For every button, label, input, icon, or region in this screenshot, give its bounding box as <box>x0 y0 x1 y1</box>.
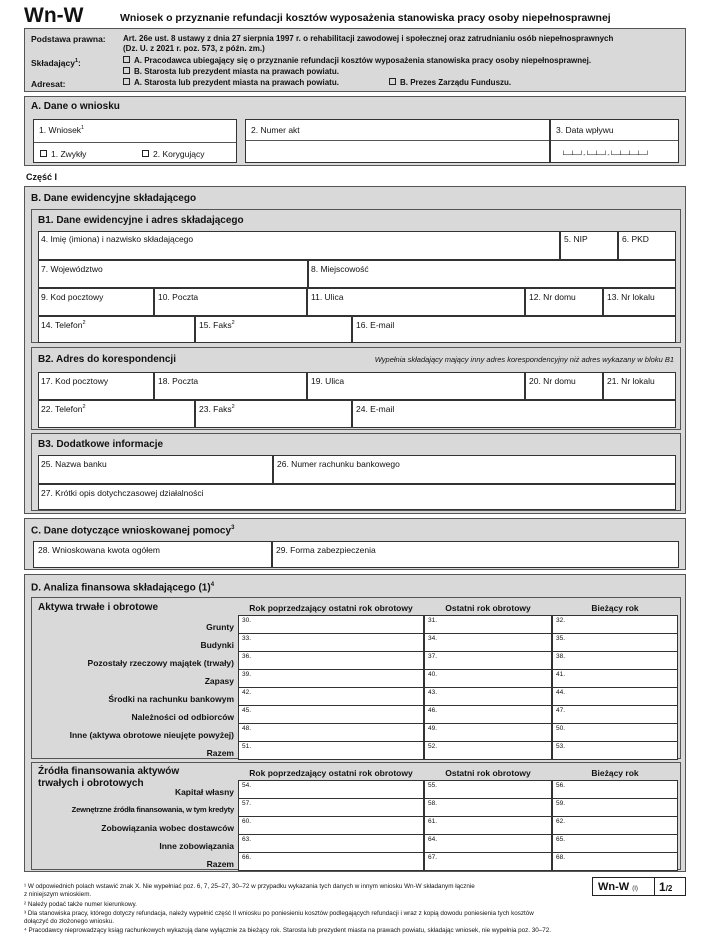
field-label: 16. E-mail <box>356 320 395 330</box>
field-label: 27. Krótki opis dotychczasowej działalności <box>41 488 204 498</box>
field-label: 25. Nazwa banku <box>41 459 107 469</box>
amount-cell[interactable] <box>238 615 424 634</box>
row-label: Środki na rachunku bankowym <box>108 694 234 704</box>
field-number: 31. <box>428 617 438 624</box>
field-11-street[interactable] <box>307 288 525 316</box>
field-number: 52. <box>428 743 438 750</box>
block-b3 <box>31 433 681 511</box>
amount-cell[interactable] <box>552 741 678 760</box>
field-number: 58. <box>428 800 438 807</box>
field-number: 43. <box>428 689 438 696</box>
amount-cell[interactable] <box>552 834 678 853</box>
row-label: Grunty <box>206 622 234 632</box>
footnote-2: ² Należy podać także numer kierunkowy. <box>24 901 137 908</box>
section-b-title: B. Dane ewidencyjne składającego <box>31 193 197 204</box>
amount-cell[interactable] <box>552 705 678 724</box>
row-label: Inne (aktywa obrotowe nieujęte powyżej) <box>69 730 234 740</box>
field-number: 48. <box>242 725 252 732</box>
field-25-bank-name[interactable] <box>38 455 273 484</box>
section-b <box>24 186 686 514</box>
checkbox[interactable] <box>389 78 396 85</box>
section-a-title: A. Dane o wniosku <box>31 101 120 112</box>
amount-cell[interactable] <box>424 615 552 634</box>
date-mask: └─┴─┘-└─┴─┘-└─┴─┴─┴─┘ <box>561 152 650 159</box>
page-form-code: Wn-W (I) <box>598 881 638 893</box>
column-header: Rok poprzedzający ostatni rok obrotowy <box>249 603 413 613</box>
field-label: 10. Poczta <box>158 292 199 302</box>
field-number: 35. <box>556 635 566 642</box>
field-number: 62. <box>556 818 566 825</box>
field-24-email[interactable] <box>352 400 676 428</box>
field-label: 5. NIP <box>564 234 588 244</box>
field-number: 40. <box>428 671 438 678</box>
field-label: 2. Numer akt <box>251 125 300 135</box>
row-label: Należności od odbiorców <box>131 712 234 722</box>
field-number: 39. <box>242 671 252 678</box>
amount-cell[interactable] <box>552 687 678 706</box>
checkbox[interactable] <box>123 78 130 85</box>
field-number: 59. <box>556 800 566 807</box>
field-number: 32. <box>556 617 566 624</box>
field-number: 66. <box>242 854 252 861</box>
amount-cell[interactable] <box>238 723 424 742</box>
page-indicator <box>592 877 686 896</box>
applicant-label: Składający$^1$: <box>31 58 81 68</box>
footnote-3-cont: dołączyć do złożonego wniosku. <box>24 918 114 925</box>
applicant-option-a[interactable]: A. Pracodawca ubiegający się o przyznanie refundacji kosztów wyposażenia stanowiska pracy osoby niepełnosprawnej. <box>123 57 591 65</box>
footnote-4: ⁴ Pracodawcy nieprowadzący ksiąg rachunkowych wykazują dane wyłącznie za bieżący rok. Starosta lub prezydent miasta na prawach powiatu, składając wniosek, nie wypełnia poz. 30–72. <box>24 927 552 934</box>
column-header: Rok poprzedzający ostatni rok obrotowy <box>249 768 413 778</box>
row-label: Budynki <box>200 640 234 650</box>
field-label: 19. Ulica <box>311 376 345 386</box>
field-29-security-form[interactable] <box>272 541 679 568</box>
field-20-house-number[interactable] <box>525 372 603 400</box>
assets-table-heading: Aktywa trwałe i obrotowe <box>38 602 159 613</box>
field-number: 36. <box>242 653 252 660</box>
applicant-option-b[interactable]: B. Starosta lub prezydent miasta na prawach powiatu. <box>123 68 339 76</box>
footnote-1-cont: z niniejszym wnioskiem. <box>24 891 92 898</box>
field-17-postal-code[interactable] <box>38 372 154 400</box>
section-d-title: D. Analiza finansowa składającego $(1)^4$ <box>31 582 215 594</box>
field-label: 28. Wnioskowana kwota ogółem <box>38 545 160 555</box>
amount-cell[interactable] <box>238 834 424 853</box>
field-label: 22. Telefon$^2$ <box>41 404 86 414</box>
field-number: 37. <box>428 653 438 660</box>
field-1-request-type <box>33 119 237 163</box>
block-b2-title: B2. Adres do korespondencji <box>38 354 176 365</box>
amount-cell[interactable] <box>424 798 552 817</box>
amount-cell[interactable] <box>552 816 678 835</box>
field-3-receipt-date[interactable] <box>550 119 679 163</box>
row-label: Pozostały rzeczowy majątek (trwały) <box>87 658 234 668</box>
field-label: 20. Nr domu <box>529 376 576 386</box>
field-21-apartment-number[interactable] <box>603 372 676 400</box>
field-number: 33. <box>242 635 252 642</box>
addressee-label: Adresat: <box>31 79 66 89</box>
section-a <box>24 96 686 166</box>
checkbox[interactable] <box>40 150 47 157</box>
amount-cell[interactable] <box>552 852 678 871</box>
field-13-apartment-number[interactable] <box>603 288 676 316</box>
field-27-activity-description[interactable] <box>38 484 676 510</box>
field-label: 29. Forma zabezpieczenia <box>276 545 376 555</box>
amount-cell[interactable] <box>424 633 552 652</box>
field-number: 41. <box>556 671 566 678</box>
checkbox[interactable] <box>123 56 130 63</box>
amount-cell[interactable] <box>424 816 552 835</box>
block-b3-title: B3. Dodatkowe informacje <box>38 439 164 450</box>
field-label: 24. E-mail <box>356 404 395 414</box>
amount-cell[interactable] <box>552 651 678 670</box>
option-corrective[interactable]: 2. Korygujący <box>142 150 205 159</box>
field-label: 21. Nr lokalu <box>607 376 655 386</box>
column-header: Bieżący rok <box>591 603 639 613</box>
amount-cell[interactable] <box>424 651 552 670</box>
checkbox[interactable] <box>123 67 130 74</box>
financing-table-heading: Źródła finansowania aktywów trwałych i obrotowych <box>38 766 180 789</box>
block-b1-title: B1. Dane ewidencyjne i adres składającego <box>38 215 244 226</box>
field-number: 65. <box>556 836 566 843</box>
row-label: Razem <box>206 748 234 758</box>
amount-cell[interactable] <box>238 633 424 652</box>
section-c-title: C. Dane dotyczące wnioskowanej pomocy$^3$ <box>31 525 235 537</box>
field-label: 13. Nr lokalu <box>607 292 655 302</box>
field-label: 3. Data wpływu <box>556 125 614 135</box>
field-number: 68. <box>556 854 566 861</box>
field-number: 38. <box>556 653 566 660</box>
field-15-fax[interactable] <box>195 316 352 343</box>
field-16-email[interactable] <box>352 316 676 343</box>
field-number: 63. <box>242 836 252 843</box>
field-4-name[interactable] <box>38 231 560 260</box>
amount-cell[interactable] <box>238 852 424 871</box>
field-number: 61. <box>428 818 438 825</box>
footnote-1: ¹ W odpowiednich polach wstawić znak X. Nie wypełniać poz. 6, 7, 25–27, 30–72 w przypadku wykazania tych danych w innym wniosku Wn-W składanym łącznie <box>24 883 475 890</box>
field-19-street[interactable] <box>307 372 525 400</box>
row-label: Zobowiązania wobec dostawców <box>101 823 234 833</box>
field-number: 67. <box>428 854 438 861</box>
addressee-option-a[interactable]: A. Starosta lub prezydent miasta na prawach powiatu. <box>123 79 339 87</box>
field-number: 47. <box>556 707 566 714</box>
field-8-city[interactable] <box>308 260 676 288</box>
row-label: Zewnętrzne źródła finansowania, w tym kredyty <box>71 805 234 814</box>
field-number: 57. <box>242 800 252 807</box>
amount-cell[interactable] <box>238 780 424 799</box>
field-22-phone[interactable] <box>38 400 195 428</box>
amount-cell[interactable] <box>424 723 552 742</box>
amount-cell[interactable] <box>552 723 678 742</box>
field-28-requested-amount[interactable] <box>33 541 272 568</box>
field-number: 60. <box>242 818 252 825</box>
field-14-phone[interactable] <box>38 316 195 343</box>
amount-cell[interactable] <box>238 687 424 706</box>
field-label: 14. Telefon$^2$ <box>41 320 86 330</box>
field-10-post-office[interactable] <box>154 288 307 316</box>
amount-cell[interactable] <box>424 687 552 706</box>
legal-basis-text-2: (Dz. U. z 2021 r. poz. 573, z późn. zm.) <box>123 44 265 53</box>
field-number: 45. <box>242 707 252 714</box>
column-header: Ostatni rok obrotowy <box>445 603 531 613</box>
block-b2-note: Wypełnia składający mający inny adres korespondencyjny niż adres wykazany w bloku B1 <box>374 355 674 364</box>
row-label: Razem <box>206 859 234 869</box>
amount-cell[interactable] <box>552 669 678 688</box>
addressee-option-b[interactable]: B. Prezes Zarządu Funduszu. <box>389 79 511 87</box>
field-number: 55. <box>428 782 438 789</box>
field-label: 8. Miejscowość <box>311 264 369 274</box>
field-label: 18. Poczta <box>158 376 199 386</box>
amount-cell[interactable] <box>238 816 424 835</box>
amount-cell[interactable] <box>552 780 678 799</box>
amount-cell[interactable] <box>424 852 552 871</box>
field-number: 64. <box>428 836 438 843</box>
field-label: 15. Faks$^2$ <box>199 320 235 330</box>
field-label: 23. Faks$^2$ <box>199 404 235 414</box>
field-number: 51. <box>242 743 252 750</box>
checkbox[interactable] <box>142 150 149 157</box>
form-title: Wniosek o przyznanie refundacji kosztów wyposażenia stanowiska pracy osoby niepełnosprawnej <box>120 12 611 24</box>
field-label: 4. Imię (imiona) i nazwisko składającego <box>41 234 194 244</box>
field-number: 42. <box>242 689 252 696</box>
part-label: Część I <box>26 172 58 182</box>
field-number: 49. <box>428 725 438 732</box>
field-label: 7. Województwo <box>41 264 103 274</box>
option-regular[interactable]: 1. Zwykły <box>40 150 86 159</box>
row-label: Kapitał własny <box>174 787 234 797</box>
field-7-voivodeship[interactable] <box>38 260 308 288</box>
financing-table <box>31 762 681 870</box>
field-number: 30. <box>242 617 252 624</box>
field-number: 50. <box>556 725 566 732</box>
page-number: 1/2 <box>659 880 673 894</box>
field-5-nip[interactable] <box>560 231 618 260</box>
field-26-bank-account[interactable] <box>273 455 676 484</box>
field-23-fax[interactable] <box>195 400 352 428</box>
section-c <box>24 518 686 570</box>
amount-cell[interactable] <box>424 834 552 853</box>
section-d <box>24 574 686 872</box>
amount-cell[interactable] <box>238 669 424 688</box>
amount-cell[interactable] <box>424 741 552 760</box>
amount-cell[interactable] <box>238 705 424 724</box>
field-label: 1. Wniosek$^1$ <box>39 125 85 135</box>
amount-cell[interactable] <box>238 798 424 817</box>
field-2-file-number[interactable] <box>245 119 550 163</box>
field-number: 44. <box>556 689 566 696</box>
footnote-3: ³ Dla stanowiska pracy, którego dotyczy refundacja, należy wypełnić część II wniosku po poniesieniu kosztów podlegających refundacji i wraz z kopią dowodu poniesienia tych kosztów <box>24 910 534 917</box>
field-12-house-number[interactable] <box>525 288 603 316</box>
amount-cell[interactable] <box>424 780 552 799</box>
legal-basis-label: Podstawa prawna: <box>31 34 106 44</box>
amount-cell[interactable] <box>552 615 678 634</box>
amount-cell[interactable] <box>424 669 552 688</box>
field-6-pkd[interactable] <box>618 231 676 260</box>
legal-basis-panel <box>24 28 686 92</box>
amount-cell[interactable] <box>552 633 678 652</box>
field-9-postal-code[interactable] <box>38 288 154 316</box>
field-label: 26. Numer rachunku bankowego <box>277 459 400 469</box>
field-label: 12. Nr domu <box>529 292 576 302</box>
amount-cell[interactable] <box>424 705 552 724</box>
field-label: 9. Kod pocztowy <box>41 292 104 302</box>
amount-cell[interactable] <box>238 741 424 760</box>
column-header: Ostatni rok obrotowy <box>445 768 531 778</box>
field-18-post-office[interactable] <box>154 372 307 400</box>
field-label: 6. PKD <box>622 234 649 244</box>
legal-basis-text: Art. 26e ust. 8 ustawy z dnia 27 sierpnia 1997 r. o rehabilitacji zawodowej i społecznej oraz zatrudnianiu osób niepełnosprawnych <box>123 34 614 43</box>
row-label: Zapasy <box>204 676 234 686</box>
block-b1 <box>31 209 681 343</box>
field-number: 34. <box>428 635 438 642</box>
field-number: 54. <box>242 782 252 789</box>
block-b2 <box>31 347 681 430</box>
row-label: Inne zobowiązania <box>159 841 234 851</box>
field-number: 56. <box>556 782 566 789</box>
field-label: 11. Ulica <box>311 292 344 302</box>
field-number: 46. <box>428 707 438 714</box>
form-code: Wn-W <box>24 4 84 27</box>
column-header: Bieżący rok <box>591 768 639 778</box>
amount-cell[interactable] <box>552 798 678 817</box>
assets-table <box>31 597 681 759</box>
field-number: 53. <box>556 743 566 750</box>
amount-cell[interactable] <box>238 651 424 670</box>
field-label: 17. Kod pocztowy <box>41 376 109 386</box>
